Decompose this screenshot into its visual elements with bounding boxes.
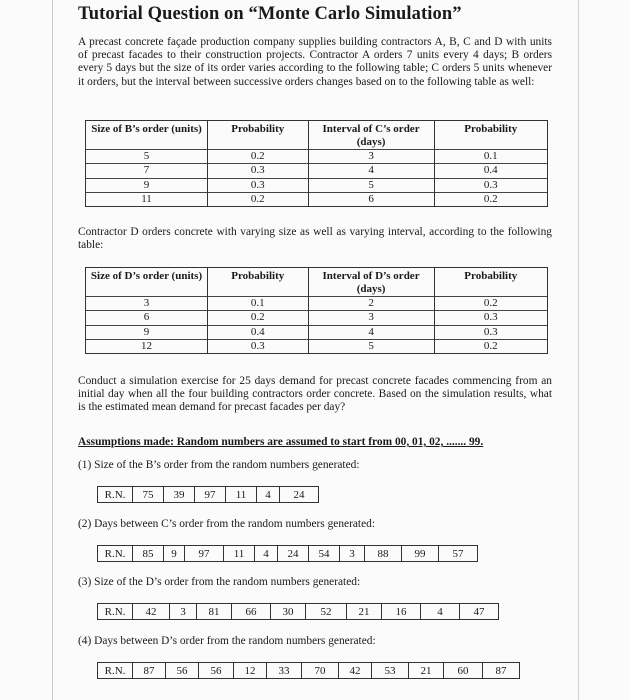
page-border-left [52, 0, 53, 700]
rn-cell: 42 [339, 663, 372, 679]
rn-cell: 9 [164, 546, 185, 562]
random-number-table-2 [97, 545, 478, 562]
table-header-cell: Size of D’s order (units) [86, 268, 208, 297]
b-c-order-table [85, 120, 548, 207]
rn-cell: 16 [382, 604, 421, 620]
table-row [86, 178, 548, 192]
table-cell: 5 [86, 150, 208, 164]
rn-cell: 97 [185, 546, 224, 562]
page-border-right [578, 0, 579, 700]
rn-cell: 97 [195, 487, 226, 503]
question-4: (4) Days between D’s order from the random numbers generated: [78, 635, 376, 647]
rn-cell: 81 [197, 604, 232, 620]
rn-cell: 42 [133, 604, 170, 620]
rn-label: R.N. [98, 487, 133, 503]
table-cell: 5 [308, 178, 434, 192]
table-row [86, 311, 548, 325]
table-cell: 3 [308, 311, 434, 325]
table-cell: 7 [86, 164, 208, 178]
table-cell: 5 [308, 339, 434, 353]
table-cell: 0.2 [434, 192, 547, 206]
table-cell: 0.2 [208, 192, 309, 206]
rn-cell: 85 [133, 546, 164, 562]
rn-cell: 12 [234, 663, 267, 679]
table-cell: 0.3 [208, 178, 309, 192]
rn-cell: 99 [402, 546, 439, 562]
rn-cell: 87 [133, 663, 166, 679]
table-cell: 12 [86, 339, 208, 353]
table-cell: 0.3 [434, 325, 547, 339]
rn-cell: 56 [199, 663, 234, 679]
rn-cell: 53 [372, 663, 409, 679]
rn-cell: 11 [226, 487, 257, 503]
rn-cell: 52 [306, 604, 347, 620]
table-row [98, 663, 520, 679]
rn-cell: 4 [421, 604, 460, 620]
table-cell: 0.1 [434, 150, 547, 164]
rn-cell: 21 [409, 663, 444, 679]
rn-cell: 3 [170, 604, 197, 620]
table-header-cell: Probability [208, 268, 309, 297]
table-header-cell: Size of B’s order (units) [86, 121, 208, 150]
rn-cell: 4 [257, 487, 280, 503]
table-cell: 0.3 [434, 311, 547, 325]
rn-cell: 4 [255, 546, 278, 562]
rn-cell: 24 [280, 487, 319, 503]
rn-cell: 30 [271, 604, 306, 620]
table-header-cell: Probability [208, 121, 309, 150]
rn-cell: 39 [164, 487, 195, 503]
rn-label: R.N. [98, 546, 133, 562]
rn-cell: 60 [444, 663, 483, 679]
table-cell: 2 [308, 297, 434, 311]
rn-label: R.N. [98, 604, 133, 620]
intro-paragraph: A precast concrete façade production company supplies building contractors A, B, C and D with units of precast facades to their construction projects. Contractor A orders 7 units every 4 days; B orders every 5 days but the size of its order varies according to the following table; C orders 5 units whenever it orders, but the interval between successive orders changes based on to the following table as well: [78, 36, 552, 88]
table-cell: 0.2 [208, 150, 309, 164]
rn-cell: 70 [302, 663, 339, 679]
table-cell: 0.4 [208, 325, 309, 339]
table-row [98, 546, 478, 562]
table-header-row [86, 121, 548, 150]
table-header-cell: Probability [434, 268, 547, 297]
table-header-cell: Interval of D’s order (days) [308, 268, 434, 297]
table-cell: 3 [308, 150, 434, 164]
table-row [86, 325, 548, 339]
contractor-d-paragraph: Contractor D orders concrete with varying size as well as varying interval, according to the following table: [78, 226, 552, 252]
table-row [86, 164, 548, 178]
d-order-table [85, 267, 548, 354]
rn-cell: 57 [439, 546, 478, 562]
table-cell: 11 [86, 192, 208, 206]
table-cell: 0.2 [434, 297, 547, 311]
table-cell: 6 [86, 311, 208, 325]
table-row [86, 339, 548, 353]
table-cell: 4 [308, 164, 434, 178]
rn-cell: 47 [460, 604, 499, 620]
random-number-table-3 [97, 603, 499, 620]
document-title: Tutorial Question on “Monte Carlo Simulation” [78, 4, 462, 24]
table-header-cell: Interval of C’s order (days) [308, 121, 434, 150]
rn-cell: 24 [278, 546, 309, 562]
rn-cell: 87 [483, 663, 520, 679]
table-row [98, 487, 319, 503]
table-row [86, 192, 548, 206]
table-cell: 4 [308, 325, 434, 339]
table-header-row [86, 268, 548, 297]
table-row [98, 604, 499, 620]
rn-cell: 3 [340, 546, 365, 562]
question-1: (1) Size of the B’s order from the random numbers generated: [78, 459, 360, 471]
table-cell: 0.4 [434, 164, 547, 178]
rn-cell: 33 [267, 663, 302, 679]
rn-cell: 75 [133, 487, 164, 503]
table-cell: 9 [86, 325, 208, 339]
table-cell: 0.2 [434, 339, 547, 353]
rn-cell: 66 [232, 604, 271, 620]
question-2: (2) Days between C’s order from the random numbers generated: [78, 518, 376, 530]
table-header-cell: Probability [434, 121, 547, 150]
table-cell: 0.2 [208, 311, 309, 325]
rn-label: R.N. [98, 663, 133, 679]
question-3: (3) Size of the D’s order from the random numbers generated: [78, 576, 361, 588]
table-row [86, 150, 548, 164]
rn-cell: 54 [309, 546, 340, 562]
rn-cell: 21 [347, 604, 382, 620]
random-number-table-1 [97, 486, 319, 503]
table-cell: 3 [86, 297, 208, 311]
table-cell: 0.3 [434, 178, 547, 192]
table-cell: 0.3 [208, 339, 309, 353]
rn-cell: 56 [166, 663, 199, 679]
assumptions-heading: Assumptions made: Random numbers are assumed to start from 00, 01, 02, ....... 99. [78, 436, 484, 448]
simulation-paragraph: Conduct a simulation exercise for 25 days demand for precast concrete facades commencing from an initial day when all the four building contractors order concrete. Based on the simulation results, what is the estimated mean demand for precast facades per day? [78, 375, 552, 414]
table-cell: 9 [86, 178, 208, 192]
random-number-table-4 [97, 662, 520, 679]
rn-cell: 11 [224, 546, 255, 562]
table-cell: 0.3 [208, 164, 309, 178]
table-cell: 6 [308, 192, 434, 206]
table-row [86, 297, 548, 311]
rn-cell: 88 [365, 546, 402, 562]
table-cell: 0.1 [208, 297, 309, 311]
